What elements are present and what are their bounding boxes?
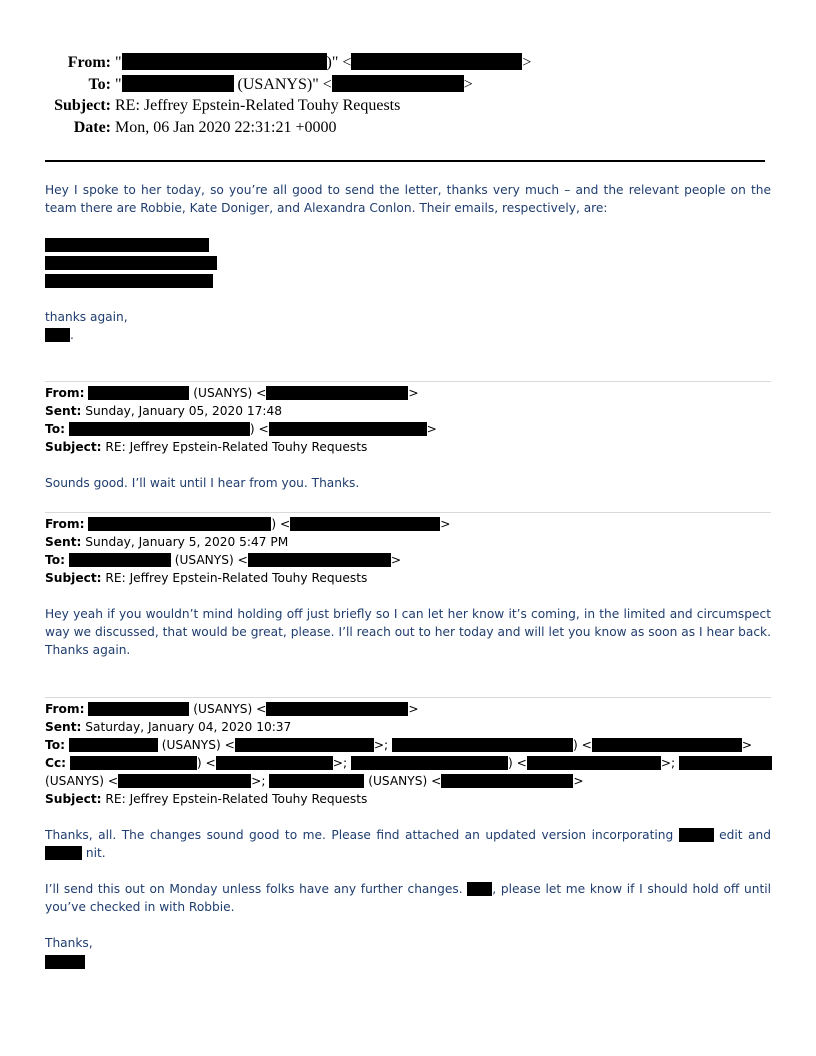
header-divider [45, 160, 765, 162]
redaction [269, 774, 364, 788]
email3-to: To: (USANYS) < > [45, 553, 402, 567]
email4-subject: Subject: RE: Jeffrey Epstein-Related Touhy Requests [45, 792, 368, 806]
email4-body-1: Thanks, all. The changes sound good to me. Please find attached an updated version incorporating edit and nit. [45, 828, 771, 860]
email2-sent: Sent: Sunday, January 05, 2020 17:48 [45, 404, 282, 418]
email2-from: From: (USANYS) < > [45, 386, 419, 400]
redaction [69, 422, 250, 436]
to-label: To: [88, 76, 111, 93]
email1-signoff: thanks again, [45, 310, 128, 324]
email4-cc: Cc: ) < >; ) < >; [45, 754, 772, 772]
date-value: Mon, 06 Jan 2020 22:31:21 +0000 [115, 119, 337, 136]
from-label: From: [67, 54, 111, 71]
email3-body: Hey yeah if you wouldn’t mind holding off just briefly so I can let her know it’s coming, in the limited and circumspect way we discussed, that would be great, please. I’ll reach out to her today and will let you know as soon as I hear back. Thanks again. [45, 607, 771, 657]
header-date [0, 119, 336, 137]
header-to: To: " (USANYS)" < > [0, 75, 473, 94]
email4-to: To: (USANYS) < >; ) < > [45, 738, 753, 752]
subject-value: RE: Jeffrey Epstein-Related Touhy Requests [115, 97, 401, 114]
redaction [45, 328, 70, 342]
redaction [332, 75, 464, 92]
redaction [118, 774, 251, 788]
redaction [45, 238, 209, 252]
redaction [592, 738, 742, 752]
redaction [266, 386, 408, 400]
redaction [88, 386, 189, 400]
email2-body: Sounds good. I’ll wait until I hear from you. Thanks. [45, 476, 360, 490]
email2-subject: Subject: RE: Jeffrey Epstein-Related Touhy Requests [45, 440, 368, 454]
email4-body-2: I’ll send this out on Monday unless folks have any further changes. , please let me know if I should hold off until you’ve checked in with Robbie. [45, 882, 771, 914]
redaction [527, 756, 661, 770]
email4-cc-cont: (USANYS) < >; (USANYS) < > [45, 774, 584, 788]
email4-from: From: (USANYS) < > [45, 702, 419, 716]
separator [45, 697, 771, 698]
redaction [351, 53, 522, 70]
header-subject [0, 97, 400, 115]
redaction [70, 756, 197, 770]
email1-body: Hey I spoke to her today, so you’re all good to send the letter, thanks very much – and the relevant people on the team there are Robbie, Kate Doniger, and Alexandra Conlon. Their emails, respectively, are: [45, 183, 771, 215]
redaction [269, 422, 427, 436]
redaction [679, 756, 772, 770]
redaction [467, 882, 492, 896]
email3-from: From: ) < > [45, 517, 451, 531]
redaction [122, 53, 327, 70]
redaction [69, 553, 171, 567]
redaction [88, 517, 271, 531]
email4-sent: Sent: Saturday, January 04, 2020 10:37 [45, 720, 292, 734]
redaction [69, 738, 158, 752]
date-label: Date: [73, 119, 111, 136]
redaction [216, 756, 333, 770]
email1-signature: . [45, 326, 74, 344]
email3-subject: Subject: RE: Jeffrey Epstein-Related Touhy Requests [45, 571, 368, 585]
email3-sent: Sent: Sunday, January 5, 2020 5:47 PM [45, 535, 289, 549]
separator [45, 381, 771, 382]
redaction [45, 256, 217, 270]
redaction [45, 846, 82, 860]
redaction [122, 75, 234, 92]
redaction [45, 274, 213, 288]
redaction [88, 702, 189, 716]
redaction [679, 828, 714, 842]
email4-signoff: Thanks, [45, 936, 93, 950]
redaction [290, 517, 440, 531]
redaction [392, 738, 573, 752]
redaction [235, 738, 374, 752]
subject-label: Subject: [54, 97, 111, 114]
separator [45, 512, 771, 513]
redaction [248, 553, 391, 567]
redaction [351, 756, 508, 770]
redaction [441, 774, 573, 788]
header-from: From: " )" < > [0, 53, 531, 72]
redaction [266, 702, 408, 716]
redaction [45, 955, 85, 969]
email2-to: To: ) < > [45, 422, 437, 436]
